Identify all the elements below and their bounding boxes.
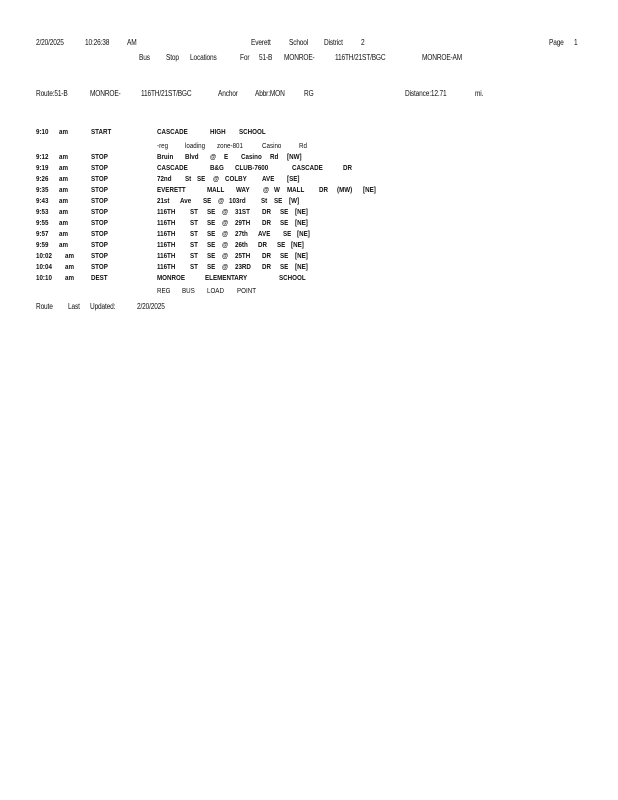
stop-location-word: SE [207, 207, 216, 216]
stop-ampm: am [59, 196, 69, 205]
stop-location-word: MONROE [157, 273, 186, 282]
stop-location-word: zone-801 [217, 141, 243, 150]
stop-location-word: Bruin [157, 152, 174, 161]
stop-location-word: ST [190, 262, 198, 271]
stop-location-word: [NE] [291, 240, 304, 249]
stop-location-word: Rd [299, 141, 307, 150]
stop-row [0, 286, 618, 297]
stop-location-word: SE [274, 196, 283, 205]
stop-location-word: Casino [241, 152, 262, 161]
stop-location-word: CASCADE [157, 163, 188, 172]
stop-location-word: [NE] [295, 218, 308, 227]
stop-location-word: SE [207, 218, 216, 227]
stop-location-word: [NE] [295, 262, 308, 271]
stop-location-word: @ [222, 218, 229, 227]
stop-location-word: -reg [157, 141, 169, 150]
report-ampm: AM [127, 38, 137, 47]
route-via: 116TH/21ST/BGC [141, 89, 192, 98]
page-number: 1 [574, 38, 578, 47]
report-date: 2/20/2025 [36, 38, 64, 47]
stop-location-word: ST [190, 251, 198, 260]
stop-location-word: MALL [207, 185, 225, 194]
stop-location-word: [NW] [287, 152, 302, 161]
subtitle-word: For [240, 53, 250, 62]
stop-ampm: am [59, 229, 69, 238]
stop-row [0, 240, 618, 251]
stop-location-word: SE [277, 240, 286, 249]
stop-location-word: DR [262, 251, 271, 260]
stop-location-word: SE [207, 251, 216, 260]
stop-location-word: 31ST [235, 207, 250, 216]
stop-ampm: am [65, 273, 75, 282]
stop-location-word: SE [283, 229, 292, 238]
stop-location-word: 116TH [157, 262, 176, 271]
route-distance-unit: mi. [475, 89, 484, 98]
stop-location-word: @ [222, 207, 229, 216]
stop-ampm: am [59, 185, 69, 194]
stop-location-word: ST [190, 218, 198, 227]
stop-location-word: [W] [289, 196, 300, 205]
stop-time: 9:55 [36, 218, 49, 227]
stop-location-word: 116TH [157, 240, 176, 249]
route-anchor: Anchor [218, 89, 238, 98]
stop-time: 10:10 [36, 273, 52, 282]
route-code: RG [304, 89, 314, 98]
stop-location-word: B&G [210, 163, 224, 172]
stop-location-word: EVERETT [157, 185, 186, 194]
stop-type: STOP [91, 163, 108, 172]
stop-ampm: am [59, 174, 69, 183]
stop-location-word: Rd [270, 152, 279, 161]
stop-location-word: [NE] [295, 207, 308, 216]
district-word: Everett [251, 38, 271, 47]
footer-word: Last [68, 302, 80, 311]
stop-location-word: 23RD [235, 262, 251, 271]
stop-location-word: [SE] [287, 174, 300, 183]
stop-row [0, 163, 618, 174]
stop-location-word: Blvd [185, 152, 199, 161]
stop-type: START [91, 127, 112, 136]
stop-location-word: BUS [182, 286, 195, 295]
stop-location-word: @ [213, 174, 220, 183]
stop-location-word: 116TH [157, 229, 176, 238]
stop-type: STOP [91, 185, 108, 194]
stop-type: STOP [91, 240, 108, 249]
stop-ampm: am [59, 207, 69, 216]
stop-location-word: SE [207, 229, 216, 238]
stop-location-word: (MW) [337, 185, 353, 194]
stop-location-word: DR [258, 240, 267, 249]
stop-location-word: 27th [235, 229, 248, 238]
stop-location-word: AVE [262, 174, 275, 183]
stop-location-word: DR [262, 262, 271, 271]
stop-location-word: SE [280, 207, 289, 216]
stop-location-word: ST [190, 240, 198, 249]
stop-location-word: 116TH [157, 251, 176, 260]
subtitle-word: Locations [190, 53, 217, 62]
stop-ampm: am [65, 262, 75, 271]
stop-location-word: St [185, 174, 192, 183]
stop-location-word: LOAD [207, 286, 224, 295]
stop-location-word: St [261, 196, 268, 205]
stop-location-word: CLUB-7600 [235, 163, 269, 172]
stop-location-word: 26th [235, 240, 248, 249]
stop-location-word: SE [203, 196, 212, 205]
stop-location-word: Casino [262, 141, 282, 150]
stop-location-word: @ [210, 152, 217, 161]
stop-location-word: [NE] [295, 251, 308, 260]
stop-location-word: SE [197, 174, 206, 183]
stop-location-word: @ [218, 196, 225, 205]
stop-location-word: DR [262, 207, 271, 216]
route-name: MONROE- [90, 89, 121, 98]
stop-location-word: CASCADE [157, 127, 188, 136]
stop-row [0, 207, 618, 218]
stop-location-word: COLBY [225, 174, 247, 183]
stop-time: 9:43 [36, 196, 49, 205]
footer-word: Updated: [90, 302, 116, 311]
stop-row [0, 251, 618, 262]
stop-location-word: REG [157, 286, 171, 295]
stop-location-word: SE [207, 240, 216, 249]
stop-row [0, 262, 618, 273]
subtitle-word: Stop [166, 53, 179, 62]
stop-location-word: 21st [157, 196, 170, 205]
stop-row [0, 127, 618, 138]
stop-location-word: E [224, 152, 229, 161]
stop-ampm: am [59, 127, 69, 136]
stop-location-word: ELEMENTARY [205, 273, 248, 282]
stop-type: STOP [91, 196, 108, 205]
subtitle-word: MONROE-AM [422, 53, 463, 62]
stop-ampm: am [59, 152, 69, 161]
stop-location-word: WAY [236, 185, 250, 194]
stop-location-word: SE [280, 262, 289, 271]
stop-type: STOP [91, 251, 108, 260]
stop-row [0, 185, 618, 196]
stop-time: 9:10 [36, 127, 49, 136]
stop-location-word: W [274, 185, 280, 194]
stop-ampm: am [65, 251, 75, 260]
stop-time: 9:35 [36, 185, 49, 194]
subtitle-word: 51-B [259, 53, 273, 62]
stop-location-word: 116TH [157, 207, 176, 216]
stop-location-word: [NE] [363, 185, 376, 194]
footer-updated-date: 2/20/2025 [137, 302, 165, 311]
stop-row [0, 152, 618, 163]
stop-row [0, 141, 618, 152]
stop-time: 9:53 [36, 207, 49, 216]
stop-row [0, 229, 618, 240]
stop-location-word: 29TH [235, 218, 251, 227]
stop-row [0, 218, 618, 229]
stop-location-word: 72nd [157, 174, 172, 183]
stop-location-word: SE [280, 218, 289, 227]
footer-word: Route [36, 302, 53, 311]
stop-location-word: MALL [287, 185, 305, 194]
stop-location-word: @ [222, 251, 229, 260]
stop-location-word: SCHOOL [279, 273, 306, 282]
page-label: Page [549, 38, 564, 47]
stop-location-word: @ [222, 229, 229, 238]
stop-type: DEST [91, 273, 108, 282]
stop-type: STOP [91, 207, 108, 216]
stop-row [0, 174, 618, 185]
stop-location-word: HIGH [210, 127, 226, 136]
stop-type: STOP [91, 218, 108, 227]
stop-location-word: SCHOOL [239, 127, 266, 136]
stop-location-word: CASCADE [292, 163, 323, 172]
stop-location-word: SE [207, 262, 216, 271]
stop-location-word: DR [262, 218, 271, 227]
route-distance: Distance:12.71 [405, 89, 447, 98]
stop-time: 9:12 [36, 152, 49, 161]
stop-time: 9:59 [36, 240, 49, 249]
stop-location-word: SE [280, 251, 289, 260]
stop-location-word: @ [222, 262, 229, 271]
subtitle-word: Bus [139, 53, 150, 62]
stop-time: 10:02 [36, 251, 52, 260]
route-abbr: Abbr:MON [255, 89, 285, 98]
stop-time: 9:57 [36, 229, 49, 238]
stop-location-word: @ [263, 185, 270, 194]
stop-time: 9:19 [36, 163, 49, 172]
stop-row [0, 196, 618, 207]
report-time: 10:26:38 [85, 38, 110, 47]
district-word: District [324, 38, 343, 47]
stop-location-word: ST [190, 207, 198, 216]
stop-location-word: 25TH [235, 251, 251, 260]
subtitle-word: MONROE- [284, 53, 315, 62]
stop-ampm: am [59, 163, 69, 172]
stop-location-word: ST [190, 229, 198, 238]
stop-location-word: DR [319, 185, 328, 194]
stop-location-word: 116TH [157, 218, 176, 227]
stop-location-word: loading [185, 141, 206, 150]
district-word: 2 [361, 38, 365, 47]
stop-location-word: Ave [180, 196, 192, 205]
stop-location-word: [NE] [297, 229, 310, 238]
stop-location-word: DR [343, 163, 352, 172]
stop-row [0, 273, 618, 284]
stop-location-word: POINT [237, 286, 257, 295]
stop-type: STOP [91, 262, 108, 271]
stop-time: 9:26 [36, 174, 49, 183]
stop-location-word: 103rd [229, 196, 246, 205]
stop-location-word: @ [222, 240, 229, 249]
subtitle-word: 116TH/21ST/BGC [335, 53, 386, 62]
stop-type: STOP [91, 174, 108, 183]
stop-ampm: am [59, 218, 69, 227]
stop-time: 10:04 [36, 262, 52, 271]
stop-ampm: am [59, 240, 69, 249]
district-word: School [289, 38, 309, 47]
stop-type: STOP [91, 152, 108, 161]
route-id: Route:51-B [36, 89, 68, 98]
stop-location-word: AVE [258, 229, 271, 238]
subtitle-clip [139, 53, 153, 64]
stop-type: STOP [91, 229, 108, 238]
